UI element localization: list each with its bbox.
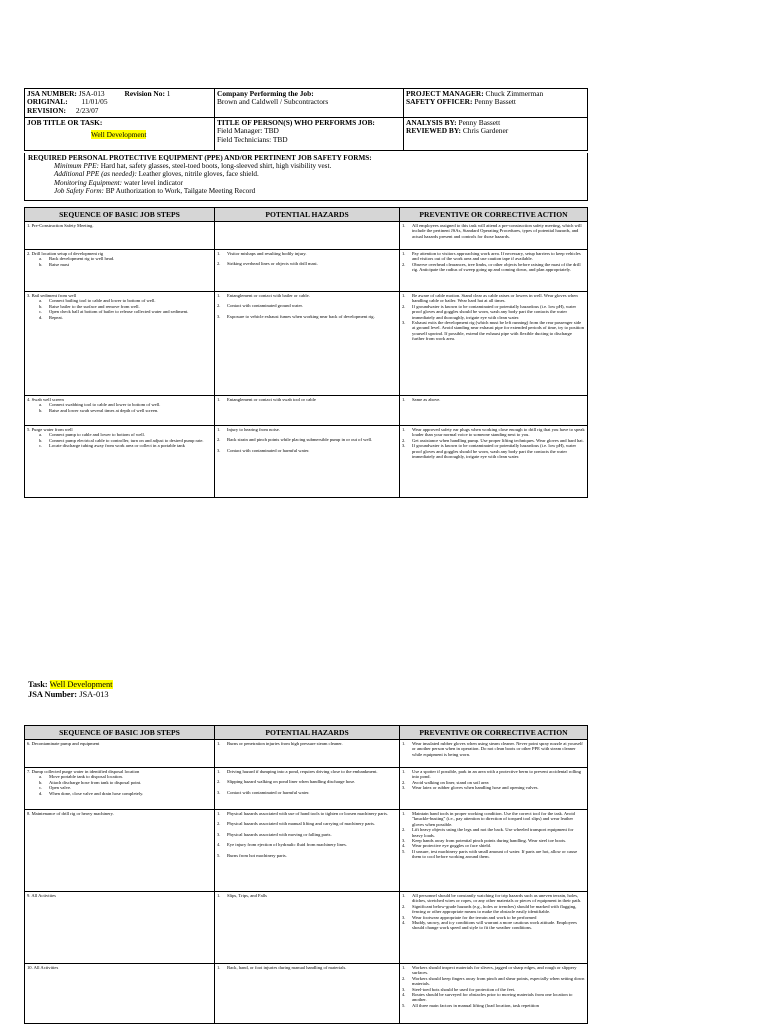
- additional-ppe-value: Leather gloves, nitrile gloves, face shield.: [138, 170, 259, 179]
- action-text: Steel-toed bots should be used for protection of the feet.: [412, 986, 516, 992]
- action-item: [402, 293, 585, 304]
- action-text: All personnel should be constantly watching for trip hazards such as uneven terrain, holes, ditches, stretched wires or ropes, or any other materials or pieces of equipment in their path.: [412, 893, 582, 904]
- action-number: 3.: [402, 785, 406, 791]
- action-item: [402, 811, 585, 827]
- job-step-text: 5. Purge water from well: [27, 427, 73, 432]
- hazard-text: Visitor mishaps and resulting bodily injury.: [227, 251, 307, 256]
- action-text: Muddy, snowy, and icy conditions will warrant a more cautious work attitude. Employees should change work speed and style to fit the weather conditions.: [412, 920, 577, 931]
- analysis-cell: [404, 118, 588, 151]
- table-row: [25, 892, 588, 964]
- hazard-text: Slips, Trips, and Falls: [227, 893, 267, 898]
- action-number: 2.: [402, 827, 406, 833]
- action-item: [402, 893, 585, 904]
- hazard-number: 1.: [217, 893, 221, 898]
- hazard-number: 3.: [217, 831, 221, 837]
- job-step-cell: [25, 892, 215, 964]
- project-manager-label: PROJECT MANAGER:: [406, 89, 484, 98]
- substep-text: Raise mast: [49, 261, 70, 267]
- action-cell: [400, 250, 588, 292]
- header-table: [24, 88, 588, 151]
- substep-text: Connect pump to cable and lower to bottom of well.: [49, 432, 145, 438]
- job-step-cell: [25, 768, 215, 810]
- action-item: [402, 320, 585, 342]
- hazard-cell: [215, 250, 400, 292]
- action-number: 4.: [402, 920, 406, 926]
- hazard-number: 2.: [217, 303, 221, 309]
- hazard-text: Contact with contaminated ground water.: [227, 303, 303, 309]
- job-step-cell: [25, 292, 215, 396]
- action-text: Wear insulated rubber gloves when using steam cleaner. Never point spray nozzle at yourself or another person when in operation. Do not clean boots or other PPE with steam cleaner while equipment is being worn.: [412, 741, 583, 757]
- hazard-text: Physical hazards associated with manual lifting and carrying of machinery parts.: [227, 821, 376, 827]
- hazard-text: Entanglement or contact with swab tool or cable: [227, 397, 316, 402]
- hazard-number: 3.: [217, 789, 221, 795]
- action-number: 1.: [402, 223, 406, 228]
- substep-text: Raise and lower swab several times at depth of well screen.: [49, 407, 159, 413]
- action-number: 1.: [402, 397, 406, 402]
- substep-text: Connect pump electrical cable to controller, turn on and adjust to desired pump rate.: [49, 437, 204, 443]
- hazard-item: [217, 893, 397, 898]
- col-header-steps: SEQUENCE OF BASIC JOB STEPS: [25, 208, 215, 222]
- action-item: [402, 223, 585, 239]
- hazard-text: Back, hand, or foot injuries during manual handling of materials.: [227, 965, 347, 970]
- job-title-cell: [25, 118, 215, 151]
- manager-cell: [404, 89, 588, 118]
- action-number: 2.: [402, 903, 406, 909]
- action-text: All three main factors in manual lifting (load location, task repetition: [412, 1002, 539, 1008]
- hazard-text: Striking overhead lines or objects with drill mast.: [227, 261, 318, 267]
- action-text: If groundwater is known to be contaminated or potentially hazardous (i.e. low pH), water proof gloves and goggles should be worn, wash any body part the contacts the water immediately and thoroughly, irrigate eye with clean water.: [412, 303, 577, 320]
- job-step-text: 4. Swab well screen: [27, 397, 64, 402]
- action-cell: [400, 964, 588, 1024]
- substep-text: Raise bailer to the surface and remove from well.: [49, 303, 140, 309]
- action-item: [402, 976, 585, 987]
- job-step-text: 10. All Activities: [27, 965, 59, 970]
- action-item: [402, 443, 585, 459]
- substep-text: Open check ball at bottom of bailer to release collected water and sediment.: [49, 309, 189, 315]
- job-title-value: Well Development: [91, 130, 147, 140]
- hazard-item: [217, 293, 397, 303]
- action-text: All employees assigned to this task will attend a pre-construction safety meeting, which will include the pertinent JSAs, Standard Operating Procedures, types of potential hazards, and actual hazards present and controls for those hazards.: [412, 223, 582, 239]
- substep-letter: a.: [39, 298, 43, 304]
- action-item: [402, 849, 585, 860]
- action-cell: [400, 740, 588, 768]
- hazard-number: 5.: [217, 852, 221, 858]
- hazard-item: [217, 965, 397, 970]
- action-text: Be aware of cable motion. Stand clear as cable raises or lowers in well. Wear gloves when handling cable or bailer. Wear hard hat at all times.: [412, 293, 578, 304]
- substep-letter: a.: [39, 402, 43, 408]
- substep-text: Connect swabbing tool to cable and lower to bottom of well.: [49, 402, 161, 408]
- job-step-cell: [25, 250, 215, 292]
- monitoring-label: Monitoring Equipment:: [54, 178, 123, 187]
- hazard-item: [217, 853, 397, 858]
- substep-letter: c.: [39, 785, 43, 791]
- original-date: 11/01/05: [81, 97, 108, 107]
- substep-letter: d.: [39, 314, 43, 320]
- original-label: ORIGINAL:: [27, 97, 68, 107]
- substep-text: Repeat.: [49, 314, 63, 320]
- title-persons-label: TITLE OF PERSON(S) WHO PERFORMS JOB:: [217, 118, 375, 127]
- jsa-number-label: JSA NUMBER:: [27, 89, 77, 98]
- action-text: If groundwater is known to be contaminated or potentially hazardous (i.e. low pH), water proof gloves and goggles should be worn, wash any body part the contacts the water immediately and thoroughly, irrigate eye with clean water.: [412, 443, 577, 460]
- hazard-text: Driving hazard if dumping into a pond, requires driving close to the embankment.: [227, 769, 378, 774]
- substep-text: Open valve.: [49, 785, 72, 791]
- substep-letter: a.: [39, 774, 43, 780]
- action-text: Use a spotter if possible, park in an area with a protective berm to prevent accidental rolling into pond.: [412, 769, 582, 780]
- hazard-number: 1.: [217, 397, 221, 402]
- action-text: Maintain hand tools in proper working condition. Use the correct tool for the task. Avoid "knuckle-busting" (i.e., pay attention to direction of torqued tool slips) and wear leather gloves when possible.: [412, 811, 575, 827]
- substep-letter: d.: [39, 790, 43, 796]
- action-text: Wear latex or rubber gloves when handling hose and opening valves.: [412, 785, 539, 791]
- revision-label: REVISION:: [27, 105, 67, 115]
- action-item: [402, 965, 585, 976]
- col-header-hazards: POTENTIAL HAZARDS: [215, 208, 400, 222]
- col-header-actions: PREVENTIVE OR CORRECTIVE ACTION: [400, 726, 588, 740]
- hazard-number: 1.: [217, 427, 221, 432]
- job-step-text: 1. Pre-Construction Safety Meeting.: [27, 223, 94, 228]
- job-step-text: 7. Dump collected purge water in identified disposal location: [27, 769, 140, 774]
- substep-letter: b.: [39, 407, 43, 413]
- hazard-item: [217, 251, 397, 261]
- hazard-text: Entanglement or contact with bailer or cable.: [227, 293, 310, 298]
- hazard-text: Burns or penetration injuries from high pressure steam cleaner.: [227, 741, 343, 746]
- action-cell: [400, 292, 588, 396]
- action-number: 2.: [402, 975, 406, 981]
- action-text: Get assistance when handling pump. Use proper lifting techniques. Wear gloves and hard hat.: [412, 437, 584, 443]
- action-number: 3.: [402, 443, 406, 449]
- persons-cell: [215, 118, 404, 151]
- company-label: Company Performing the Job:: [217, 89, 314, 98]
- revision-date: 2/23/07: [75, 105, 99, 115]
- safety-form-value: BP Authorization to Work, Tailgate Meeting Record: [105, 186, 256, 195]
- action-number: 1.: [402, 811, 406, 816]
- action-number: 3.: [402, 838, 406, 844]
- additional-ppe-label: Additional PPE (as needed):: [54, 170, 137, 179]
- table-row: [25, 768, 588, 810]
- substep-text: Connect bailing tool to cable and lower to bottom of well.: [49, 298, 156, 304]
- job-steps-table-1: [24, 207, 588, 498]
- action-number: 1.: [402, 251, 406, 256]
- hazard-number: 2.: [217, 437, 221, 443]
- hazard-number: 1.: [217, 811, 221, 816]
- project-manager-value: Chuck Zimmerman: [485, 89, 544, 98]
- action-text: Keep hands away from potential pinch points during handling. Wear steel toe boots.: [412, 838, 567, 844]
- safety-officer-label: SAFETY OFFICER:: [406, 97, 473, 107]
- substep-text: When done, close valve and drain hose completely.: [49, 790, 144, 796]
- action-number: 3.: [402, 986, 406, 992]
- action-text: Lift heavy objects using the legs and not the back. Use wheeled transport equipment for heavy loads.: [412, 827, 574, 838]
- hazard-cell: [215, 892, 400, 964]
- action-cell: [400, 810, 588, 892]
- table-row: [25, 222, 588, 250]
- action-item: [402, 251, 585, 262]
- job-step-cell: [25, 396, 215, 426]
- jsa-number-value: JSA-013: [78, 89, 105, 98]
- field-manager: Field Manager: TBD: [217, 126, 279, 136]
- job-substep: [27, 791, 212, 796]
- hazard-cell: [215, 740, 400, 768]
- hazard-number: 1.: [217, 965, 221, 970]
- action-text: Exhaust exits the development rig (which must be left running) from the rear passenger side at ground level. Avoid standing near exhaust pipe for extended periods of time, try to position yourself upwind. If possible, extend the exhaust pipe with flexible ducting to discharge further from work area.: [412, 320, 585, 342]
- action-number: 1.: [402, 741, 406, 746]
- action-cell: [400, 426, 588, 498]
- hazard-text: Physical hazards associated with use of hand tools to tighten or loosen machinery parts.: [227, 811, 388, 816]
- substep-letter: a.: [39, 432, 43, 438]
- action-text: Wear approved safety ear plugs when working close enough to drill rig that you have to speak louder than your normal voice to someone standing next to you.: [412, 427, 585, 438]
- action-number: 2.: [402, 437, 406, 443]
- hazard-item: [217, 437, 397, 447]
- action-cell: [400, 892, 588, 964]
- job-substep: [27, 408, 212, 413]
- job-step-text: 3. Bail sediment from well: [27, 293, 77, 298]
- hazard-item: [217, 314, 397, 319]
- hazard-text: Contact with contaminated or harmful water.: [227, 447, 310, 453]
- substep-letter: b.: [39, 779, 43, 785]
- table-row: [25, 964, 588, 1024]
- job-substep: [27, 443, 212, 448]
- hazard-number: 2.: [217, 821, 221, 827]
- hazard-item: [217, 741, 397, 746]
- hazard-cell: [215, 810, 400, 892]
- hazard-item: [217, 303, 397, 313]
- action-number: 1.: [402, 769, 406, 774]
- hazard-text: Burns from hot machinery parts.: [227, 852, 287, 858]
- hazard-item: [217, 811, 397, 821]
- hazard-text: Eye injury from ejection of hydraulic fluid from machinery lines.: [227, 842, 347, 848]
- hazard-cell: [215, 292, 400, 396]
- substep-letter: c.: [39, 309, 43, 315]
- analysis-by-value: Penny Bassett: [458, 118, 501, 127]
- hazard-text: Back strain and pinch points while placing submersible pump in or out of well.: [227, 437, 373, 443]
- job-title-label: JOB TITLE OR TASK:: [27, 118, 103, 127]
- action-text: Avoid walking on liner, stand on soil area: [412, 779, 489, 785]
- action-item: [402, 785, 585, 790]
- analysis-by-label: ANALYSIS BY:: [406, 118, 457, 127]
- monitoring-value: water level indicator: [123, 178, 183, 187]
- hazard-item: [217, 261, 397, 266]
- action-cell: [400, 768, 588, 810]
- hazard-item: [217, 769, 397, 779]
- hazard-number: 3.: [217, 313, 221, 319]
- substep-text: Move portable tank to disposal location.: [49, 774, 123, 780]
- hazard-number: 2.: [217, 261, 221, 267]
- action-text: Pay attention to visitors approaching work area. If necessary, setup barriers to keep vehicles and visitors out of the work area and use caution tape if available.: [412, 251, 581, 262]
- hazard-number: 1.: [217, 251, 221, 256]
- action-number: 1.: [402, 427, 406, 432]
- action-number: 2.: [402, 261, 406, 267]
- action-item: [402, 827, 585, 838]
- safety-form-label: Job Safety Form:: [54, 186, 104, 195]
- action-item: [402, 920, 585, 931]
- task-block: [28, 680, 113, 700]
- table-row: [25, 740, 588, 768]
- hazard-item: [217, 842, 397, 852]
- action-item: [402, 304, 585, 320]
- task-jsa-value: JSA-013: [79, 690, 109, 699]
- action-text: Wear footwear appropriate for the terrain and work to be performed: [412, 914, 537, 920]
- action-cell: [400, 222, 588, 250]
- jsa-info-cell: [25, 89, 215, 118]
- safety-officer-value: Penny Bassett: [474, 97, 516, 107]
- hazard-number: 3.: [217, 447, 221, 453]
- revision-no-value: 1: [166, 89, 171, 98]
- table-row: [25, 396, 588, 426]
- reviewed-by-label: REVIEWED BY:: [406, 126, 461, 136]
- substep-text: Back development rig to well head.: [49, 256, 115, 262]
- job-substep: [27, 315, 212, 320]
- hazard-text: Physical hazards associated with moving or falling parts.: [227, 831, 332, 837]
- substep-letter: b.: [39, 303, 43, 309]
- revision-no-label: Revision No:: [124, 89, 165, 98]
- action-number: 1.: [402, 965, 406, 970]
- action-item: [402, 397, 585, 402]
- substep-text: Locate discharge tubing away from work area or collect in a portable tank: [49, 443, 185, 449]
- action-number: 2.: [402, 303, 406, 309]
- field-technicians: Field Technicians: TBD: [217, 134, 288, 144]
- company-cell: [215, 89, 404, 118]
- action-number: 2.: [402, 779, 406, 785]
- min-ppe-value: Hard hat, safety glasses, steel-toed boots, long-sleeved shirt, high visibility vest.: [100, 162, 332, 171]
- action-number: 5.: [402, 848, 406, 854]
- action-text: Same as above.: [412, 397, 441, 402]
- job-step-text: 6. Decontaminate pump and equipment: [27, 741, 100, 746]
- job-step-cell: [25, 426, 215, 498]
- action-number: 4.: [402, 992, 406, 998]
- hazard-item: [217, 779, 397, 789]
- hazard-text: Exposure to vehicle exhaust fumes when working near back of development rig.: [227, 313, 375, 319]
- hazard-number: 4.: [217, 842, 221, 848]
- job-step-text: 9. All Activities: [27, 893, 56, 898]
- min-ppe-label: Minimum PPE:: [54, 162, 99, 171]
- job-step-cell: [25, 740, 215, 768]
- ppe-section: [24, 153, 588, 201]
- col-header-steps: SEQUENCE OF BASIC JOB STEPS: [25, 726, 215, 740]
- job-step-cell: [25, 964, 215, 1024]
- job-steps-table-2: [24, 725, 588, 1024]
- substep-letter: b.: [39, 261, 43, 267]
- table-row: [25, 250, 588, 292]
- substep-letter: c.: [39, 443, 43, 449]
- table-row: [25, 292, 588, 396]
- col-header-hazards: POTENTIAL HAZARDS: [215, 726, 400, 740]
- hazard-text: Slipping hazard walking on pond liner when handling discharge hose.: [227, 779, 356, 785]
- job-step-cell: [25, 222, 215, 250]
- hazard-item: [217, 448, 397, 453]
- action-number: 5.: [402, 1002, 406, 1008]
- action-text: Wear protective eye goggles or face shield.: [412, 843, 492, 849]
- hazard-cell: [215, 964, 400, 1024]
- action-cell: [400, 396, 588, 426]
- action-item: [402, 741, 585, 757]
- task-jsa-label: JSA Number:: [28, 690, 78, 699]
- job-step-text: 2. Drill location setup of development rig: [27, 251, 104, 256]
- table-row: [25, 810, 588, 892]
- hazard-number: 1.: [217, 741, 221, 746]
- substep-letter: b.: [39, 437, 43, 443]
- action-number: 1.: [402, 293, 406, 298]
- task-label: Task:: [28, 680, 48, 689]
- action-number: 1.: [402, 893, 406, 898]
- hazard-item: [217, 821, 397, 831]
- action-text: If unsure, test machinery parts with small amount of water. If parts are hot, allow or cause them to cool before working around them.: [412, 848, 578, 860]
- hazard-number: 1.: [217, 769, 221, 774]
- job-step-cell: [25, 810, 215, 892]
- job-step-text: 8. Maintenance of drill rig or heavy machinery.: [27, 811, 114, 816]
- company-value: Brown and Caldwell / Subcontractors: [217, 97, 329, 107]
- hazard-cell: [215, 426, 400, 498]
- hazard-text: Injury to hearing from noise.: [227, 427, 280, 432]
- action-item: [402, 1003, 585, 1008]
- action-item: [402, 992, 585, 1003]
- action-item: [402, 769, 585, 780]
- action-item: [402, 262, 585, 273]
- substep-letter: a.: [39, 256, 43, 262]
- table-row: [25, 426, 588, 498]
- col-header-actions: PREVENTIVE OR CORRECTIVE ACTION: [400, 208, 588, 222]
- substep-text: Attach discharge hose from tank to disposal point.: [49, 779, 142, 785]
- action-text: Workers should inspect materials for slivers, jagged or sharp edges, and rough or slippery surfaces.: [412, 965, 577, 976]
- action-text: Significant below-grade hazards (e.g., holes or trenches) should be marked with flagging, fencing or other appropriate means to make the obstacle easily identifiable.: [412, 903, 577, 915]
- action-text: Routes should be surveyed for obstacles prior to moving materials from one location to another.: [412, 992, 573, 1003]
- job-substep: [27, 262, 212, 267]
- action-number: 3.: [402, 914, 406, 920]
- action-item: [402, 427, 585, 438]
- action-item: [402, 904, 585, 915]
- hazard-item: [217, 397, 397, 402]
- hazard-cell: [215, 222, 400, 250]
- hazard-text: Contact with contaminated or harmful water.: [227, 789, 310, 795]
- hazard-item: [217, 790, 397, 795]
- hazard-number: 1.: [217, 293, 221, 298]
- task-value: Well Development: [49, 680, 113, 689]
- hazard-cell: [215, 396, 400, 426]
- ppe-heading: REQUIRED PERSONAL PROTECTIVE EQUIPMENT (PPE) AND/OR PERTINENT JOB SAFETY FORMS:: [28, 154, 372, 162]
- hazard-cell: [215, 768, 400, 810]
- action-text: Observe overhead clearances, tree limbs, or other objects before raising the mast of the drill rig. Anticipate the radius of sweep going up and coming down, and plan appropriately.: [412, 261, 581, 273]
- hazard-item: [217, 832, 397, 842]
- action-number: 4.: [402, 843, 406, 849]
- reviewed-by-value: Chris Gardener: [462, 126, 509, 136]
- hazard-number: 2.: [217, 779, 221, 785]
- action-text: Workers should keep fingers away from pinch and shear points, especially when setting down materials.: [412, 975, 585, 987]
- hazard-item: [217, 427, 397, 437]
- action-number: 3.: [402, 320, 406, 326]
